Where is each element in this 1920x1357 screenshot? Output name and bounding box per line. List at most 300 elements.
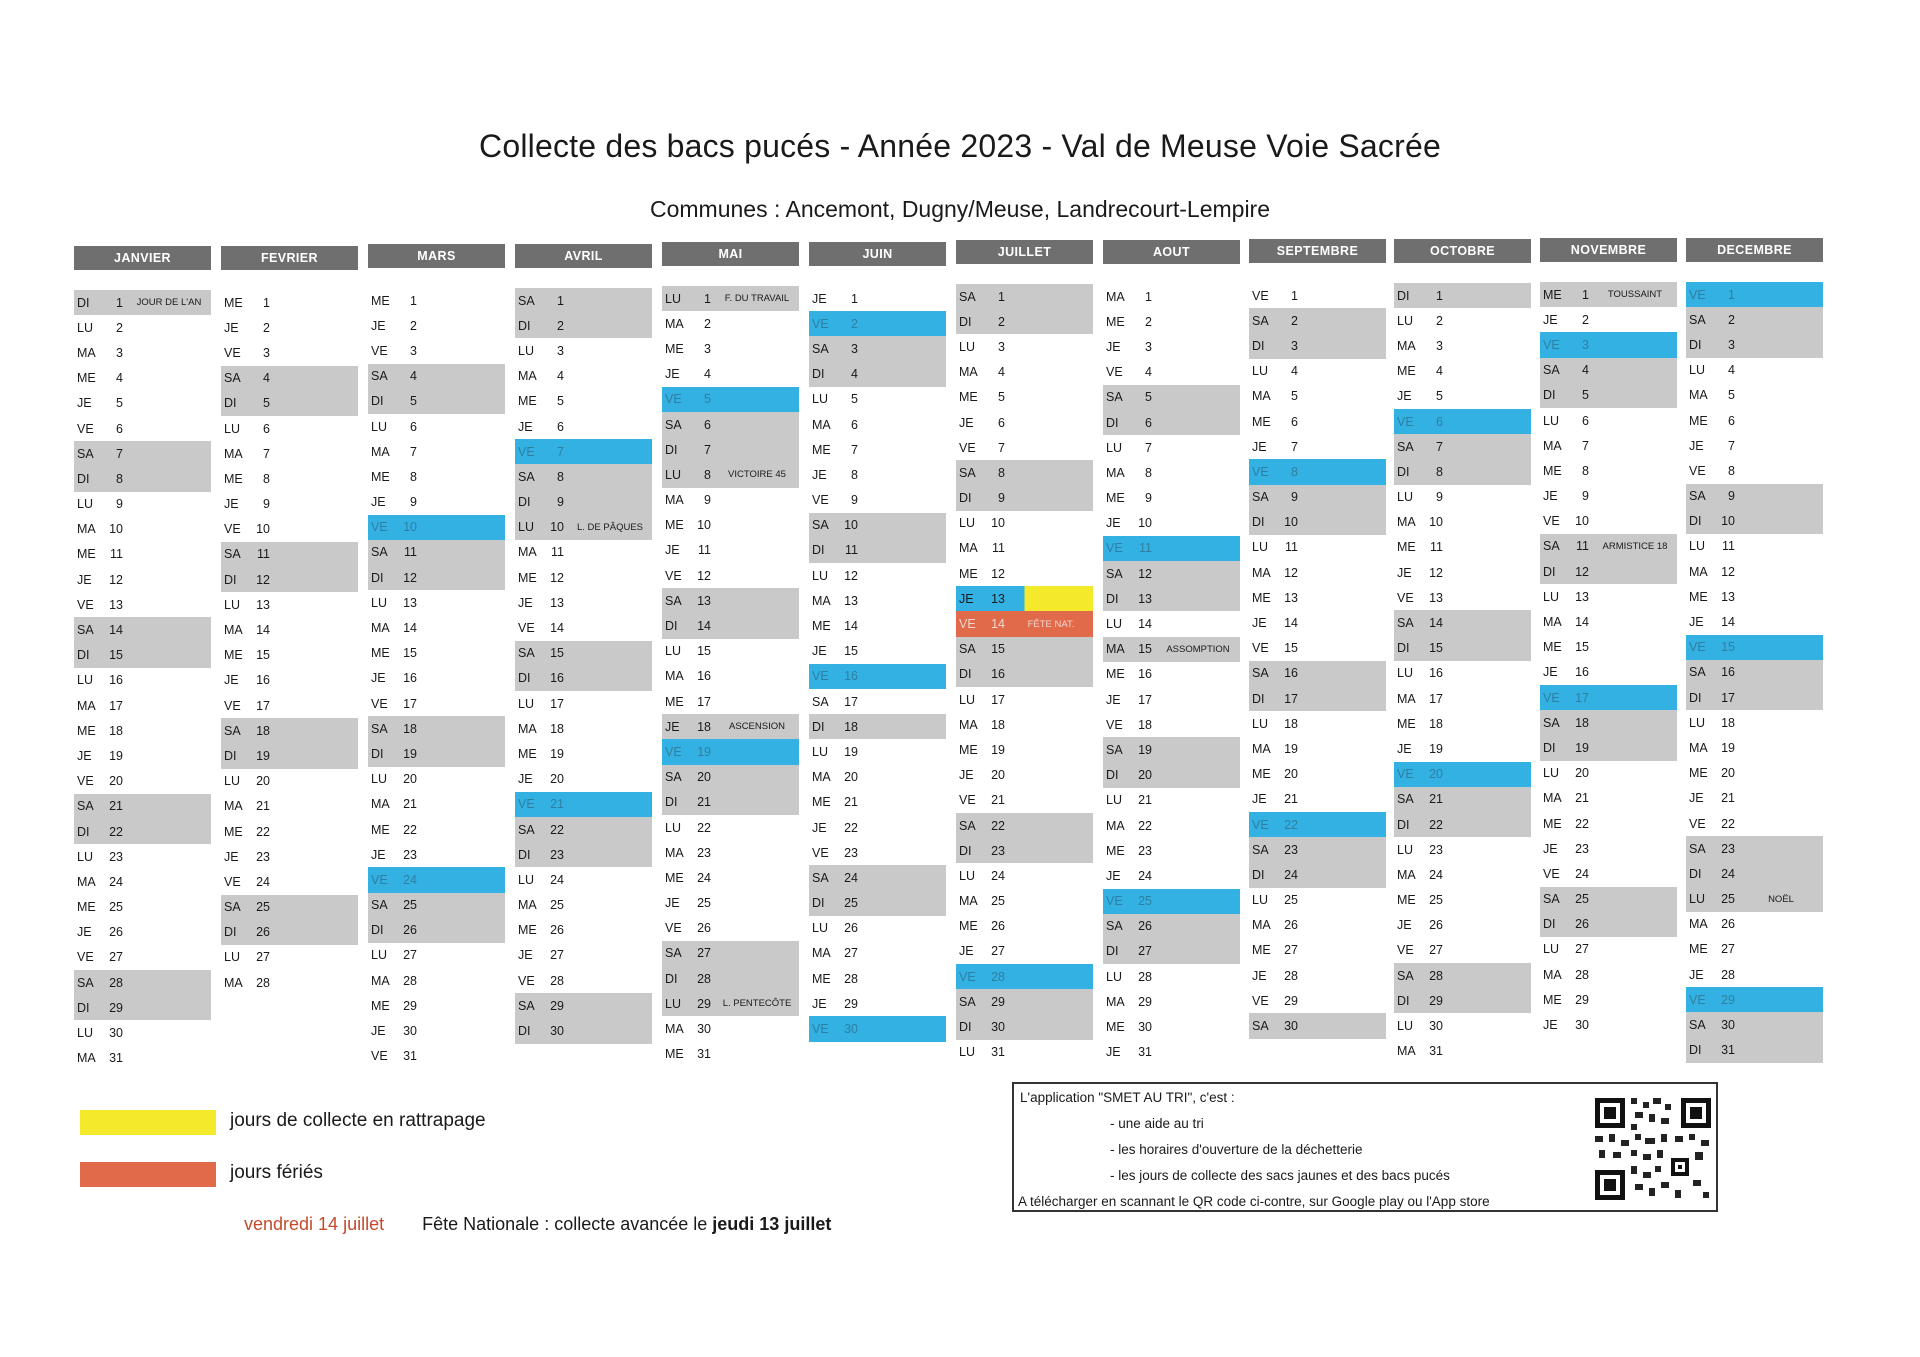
day-number: 20 bbox=[403, 772, 417, 787]
day-abbrev: DI bbox=[224, 572, 237, 587]
day-abbrev: SA bbox=[77, 799, 94, 814]
day-number: 12 bbox=[1429, 565, 1443, 580]
day-row bbox=[1249, 812, 1386, 837]
day-abbrev: MA bbox=[665, 493, 684, 508]
day-row bbox=[1103, 1040, 1240, 1065]
day-number: 21 bbox=[991, 793, 1005, 808]
day-number: 4 bbox=[1728, 363, 1735, 378]
day-number: 27 bbox=[1575, 942, 1589, 957]
day-abbrev: ME bbox=[77, 371, 96, 386]
day-row bbox=[74, 769, 211, 794]
day-number: 25 bbox=[697, 896, 711, 911]
day-number: 14 bbox=[1284, 616, 1298, 631]
day-number: 28 bbox=[1575, 967, 1589, 982]
day-number: 3 bbox=[410, 343, 417, 358]
day-row bbox=[662, 286, 799, 311]
day-row bbox=[809, 613, 946, 638]
day-abbrev: JE bbox=[1106, 1045, 1121, 1060]
day-row bbox=[1540, 408, 1677, 433]
day-row bbox=[1686, 761, 1823, 786]
day-abbrev: SA bbox=[77, 975, 94, 990]
communes-subtitle: Communes : Ancemont, Dugny/Meuse, Landrecourt-Lempire bbox=[649, 196, 1271, 222]
day-row bbox=[368, 993, 505, 1018]
day-abbrev: JE bbox=[371, 671, 386, 686]
day-abbrev: VE bbox=[77, 774, 94, 789]
day-number: 6 bbox=[851, 417, 858, 432]
day-row bbox=[1394, 1039, 1531, 1064]
day-number: 7 bbox=[410, 444, 417, 459]
day-abbrev: MA bbox=[812, 417, 831, 432]
day-number: 3 bbox=[1728, 337, 1735, 352]
day-abbrev: ME bbox=[518, 746, 537, 761]
day-row bbox=[368, 842, 505, 867]
day-number: 1 bbox=[1145, 289, 1152, 304]
day-abbrev: VE bbox=[224, 698, 241, 713]
page-title: Collecte des bacs pucés - Année 2023 - Val de Meuse Voie Sacrée bbox=[479, 128, 1441, 164]
day-row bbox=[368, 918, 505, 943]
day-number: 23 bbox=[1429, 842, 1443, 857]
day-row bbox=[515, 364, 652, 389]
day-abbrev: LU bbox=[224, 597, 240, 612]
day-abbrev: ME bbox=[812, 619, 831, 634]
day-number: 5 bbox=[704, 392, 711, 407]
day-abbrev: JE bbox=[959, 768, 974, 783]
day-row bbox=[368, 313, 505, 338]
day-row bbox=[809, 286, 946, 311]
day-row bbox=[662, 387, 799, 412]
day-row bbox=[1249, 610, 1386, 635]
day-abbrev: VE bbox=[371, 520, 388, 535]
day-row bbox=[1686, 710, 1823, 735]
day-row bbox=[1540, 761, 1677, 786]
day-number: 2 bbox=[704, 316, 711, 331]
day-row bbox=[1249, 736, 1386, 761]
day-number: 16 bbox=[1721, 665, 1735, 680]
day-number: 30 bbox=[844, 1022, 858, 1037]
day-abbrev: MA bbox=[1252, 741, 1271, 756]
day-row bbox=[221, 769, 358, 794]
day-row bbox=[1103, 460, 1240, 485]
day-row bbox=[662, 639, 799, 664]
day-number: 20 bbox=[1284, 767, 1298, 782]
day-row bbox=[1394, 610, 1531, 635]
day-abbrev: LU bbox=[1106, 793, 1122, 808]
day-abbrev: VE bbox=[1689, 463, 1706, 478]
day-abbrev: DI bbox=[959, 314, 972, 329]
day-row bbox=[1686, 408, 1823, 433]
day-row bbox=[1249, 686, 1386, 711]
day-number: 26 bbox=[1429, 918, 1443, 933]
day-number: 20 bbox=[991, 768, 1005, 783]
day-number: 30 bbox=[1575, 1018, 1589, 1033]
day-abbrev: VE bbox=[812, 493, 829, 508]
day-row bbox=[956, 536, 1093, 561]
day-row bbox=[221, 945, 358, 970]
day-abbrev: MA bbox=[812, 770, 831, 785]
day-abbrev: LU bbox=[371, 772, 387, 787]
day-number: 10 bbox=[697, 518, 711, 533]
day-abbrev: ME bbox=[224, 471, 243, 486]
day-number: 25 bbox=[1429, 893, 1443, 908]
day-row bbox=[662, 613, 799, 638]
day-number: 7 bbox=[998, 440, 1005, 455]
month-column bbox=[74, 246, 211, 1071]
day-number: 11 bbox=[845, 543, 858, 558]
day-row bbox=[74, 492, 211, 517]
day-number: 2 bbox=[1582, 312, 1589, 327]
day-number: 26 bbox=[1575, 917, 1589, 932]
day-number: 29 bbox=[109, 1000, 123, 1015]
day-number: 5 bbox=[1145, 390, 1152, 405]
day-row bbox=[74, 416, 211, 441]
day-row bbox=[221, 895, 358, 920]
day-abbrev: JE bbox=[224, 320, 239, 335]
day-number: 28 bbox=[256, 975, 270, 990]
day-abbrev: MA bbox=[1106, 642, 1125, 657]
day-row bbox=[515, 716, 652, 741]
day-abbrev: DI bbox=[1252, 867, 1265, 882]
day-row bbox=[74, 441, 211, 466]
day-abbrev: VE bbox=[665, 392, 682, 407]
day-abbrev: JE bbox=[812, 644, 827, 659]
day-list bbox=[1249, 283, 1386, 1039]
day-row bbox=[1394, 535, 1531, 560]
day-number: 14 bbox=[1721, 615, 1735, 630]
day-abbrev: DI bbox=[1397, 817, 1410, 832]
day-row bbox=[956, 511, 1093, 536]
day-row bbox=[368, 1018, 505, 1043]
day-abbrev: LU bbox=[1252, 364, 1268, 379]
day-row bbox=[221, 970, 358, 995]
day-number: 16 bbox=[991, 667, 1005, 682]
day-number: 13 bbox=[550, 595, 564, 610]
day-abbrev: MA bbox=[812, 946, 831, 961]
month-header: JANVIER bbox=[74, 246, 211, 270]
day-abbrev: JE bbox=[371, 1024, 386, 1039]
day-number: 5 bbox=[1582, 388, 1589, 403]
month-column bbox=[221, 246, 358, 995]
day-abbrev: JE bbox=[812, 820, 827, 835]
day-row bbox=[1103, 611, 1240, 636]
day-number: 11 bbox=[1576, 539, 1589, 554]
day-number: 14 bbox=[550, 621, 564, 636]
day-number: 10 bbox=[1721, 514, 1735, 529]
day-row bbox=[368, 1044, 505, 1069]
day-number: 4 bbox=[1436, 364, 1443, 379]
day-row bbox=[956, 989, 1093, 1014]
legend-rattrapage-label: jours de collecte en rattrapage bbox=[230, 1110, 486, 1131]
day-abbrev: DI bbox=[518, 318, 531, 333]
day-abbrev: ME bbox=[1397, 364, 1416, 379]
day-row bbox=[1540, 685, 1677, 710]
day-abbrev: DI bbox=[665, 442, 678, 457]
day-row bbox=[662, 790, 799, 815]
month-header: JUIN bbox=[809, 242, 946, 266]
day-abbrev: VE bbox=[1252, 993, 1269, 1008]
day-row bbox=[74, 290, 211, 315]
day-number: 25 bbox=[550, 898, 564, 913]
day-row bbox=[221, 819, 358, 844]
day-row bbox=[956, 737, 1093, 762]
day-row bbox=[809, 739, 946, 764]
day-abbrev: DI bbox=[1106, 591, 1119, 606]
day-row bbox=[809, 412, 946, 437]
day-row bbox=[368, 464, 505, 489]
day-row bbox=[368, 364, 505, 389]
day-abbrev: ME bbox=[371, 646, 390, 661]
day-row bbox=[956, 334, 1093, 359]
day-abbrev: SA bbox=[665, 770, 682, 785]
day-number: 4 bbox=[410, 369, 417, 384]
day-abbrev: ME bbox=[1106, 491, 1125, 506]
day-abbrev: SA bbox=[1397, 439, 1414, 454]
day-abbrev: DI bbox=[77, 648, 90, 663]
day-number: 28 bbox=[1284, 968, 1298, 983]
day-abbrev: JE bbox=[518, 595, 533, 610]
day-abbrev: MA bbox=[77, 345, 96, 360]
day-abbrev: SA bbox=[1543, 715, 1560, 730]
day-abbrev: JE bbox=[812, 996, 827, 1011]
day-abbrev: VE bbox=[77, 597, 94, 612]
month-column bbox=[1249, 239, 1386, 1039]
day-number: 10 bbox=[403, 520, 417, 535]
day-number: 5 bbox=[998, 390, 1005, 405]
day-abbrev: MA bbox=[518, 721, 537, 736]
day-number: 21 bbox=[844, 795, 858, 810]
day-abbrev: LU bbox=[1397, 313, 1413, 328]
day-row bbox=[1394, 459, 1531, 484]
day-abbrev: JE bbox=[1252, 792, 1267, 807]
day-abbrev: LU bbox=[1397, 842, 1413, 857]
day-abbrev: JE bbox=[1397, 741, 1412, 756]
day-row bbox=[1249, 308, 1386, 333]
day-row bbox=[1540, 735, 1677, 760]
day-number: 26 bbox=[1284, 918, 1298, 933]
day-number: 31 bbox=[1429, 1044, 1443, 1059]
day-number: 18 bbox=[697, 719, 711, 734]
day-row bbox=[221, 315, 358, 340]
day-number: 2 bbox=[851, 316, 858, 331]
day-number: 2 bbox=[1728, 312, 1735, 327]
day-number: 25 bbox=[1575, 892, 1589, 907]
day-abbrev: VE bbox=[1543, 514, 1560, 529]
day-abbrev: LU bbox=[959, 868, 975, 883]
day-abbrev: MA bbox=[77, 874, 96, 889]
day-row bbox=[1540, 559, 1677, 584]
day-row bbox=[1686, 584, 1823, 609]
day-row bbox=[1103, 687, 1240, 712]
day-number: 12 bbox=[1138, 566, 1152, 581]
day-abbrev: ME bbox=[77, 900, 96, 915]
month-column bbox=[956, 240, 1093, 1065]
day-number: 16 bbox=[1284, 666, 1298, 681]
day-abbrev: VE bbox=[812, 1022, 829, 1037]
day-row bbox=[1540, 307, 1677, 332]
day-number: 15 bbox=[1284, 641, 1298, 656]
day-abbrev: MA bbox=[665, 1022, 684, 1037]
day-row bbox=[662, 891, 799, 916]
day-number: 26 bbox=[550, 923, 564, 938]
day-abbrev: VE bbox=[665, 568, 682, 583]
day-number: 14 bbox=[109, 623, 123, 638]
day-abbrev: ME bbox=[1252, 414, 1271, 429]
day-row bbox=[1249, 862, 1386, 887]
day-abbrev: ME bbox=[1252, 767, 1271, 782]
day-row bbox=[809, 513, 946, 538]
day-abbrev: LU bbox=[77, 849, 93, 864]
day-abbrev: DI bbox=[77, 1000, 90, 1015]
day-row bbox=[368, 741, 505, 766]
day-abbrev: LU bbox=[1397, 666, 1413, 681]
day-abbrev: VE bbox=[1689, 287, 1706, 302]
day-row bbox=[1394, 988, 1531, 1013]
day-number: 28 bbox=[697, 971, 711, 986]
day-number: 29 bbox=[1575, 992, 1589, 1007]
day-abbrev: MA bbox=[959, 365, 978, 380]
day-number: 20 bbox=[1429, 767, 1443, 782]
day-row bbox=[221, 340, 358, 365]
day-abbrev: JE bbox=[1543, 312, 1558, 327]
day-abbrev: MA bbox=[1397, 867, 1416, 882]
day-abbrev: DI bbox=[1397, 464, 1410, 479]
day-number: 23 bbox=[256, 849, 270, 864]
day-number: 29 bbox=[1138, 994, 1152, 1009]
day-row bbox=[1103, 838, 1240, 863]
day-row bbox=[515, 313, 652, 338]
day-abbrev: ME bbox=[224, 648, 243, 663]
day-number: 6 bbox=[1728, 413, 1735, 428]
day-abbrev: ME bbox=[959, 390, 978, 405]
day-row bbox=[1394, 812, 1531, 837]
day-number: 31 bbox=[697, 1047, 711, 1062]
day-abbrev: LU bbox=[959, 692, 975, 707]
day-number: 17 bbox=[844, 694, 858, 709]
day-abbrev: VE bbox=[1106, 365, 1123, 380]
day-abbrev: JE bbox=[665, 367, 680, 382]
day-abbrev: MA bbox=[1106, 465, 1125, 480]
day-abbrev: JE bbox=[224, 849, 239, 864]
day-row bbox=[662, 437, 799, 462]
day-abbrev: SA bbox=[371, 721, 388, 736]
day-row bbox=[1686, 1038, 1823, 1063]
day-number: 21 bbox=[403, 797, 417, 812]
day-row bbox=[809, 563, 946, 588]
day-abbrev: DI bbox=[371, 394, 384, 409]
day-number: 16 bbox=[1138, 667, 1152, 682]
day-row bbox=[221, 441, 358, 466]
day-number: 27 bbox=[1284, 943, 1298, 958]
holiday-note bbox=[244, 1214, 831, 1235]
day-row bbox=[368, 716, 505, 741]
day-row bbox=[515, 867, 652, 892]
day-number: 12 bbox=[844, 568, 858, 583]
day-abbrev: DI bbox=[665, 795, 678, 810]
day-abbrev: DI bbox=[77, 295, 90, 310]
holiday-note-bold: jeudi 13 juillet bbox=[712, 1214, 832, 1234]
day-list bbox=[1394, 283, 1531, 1064]
day-number: 9 bbox=[1291, 490, 1298, 505]
day-row bbox=[368, 691, 505, 716]
day-number: 11 bbox=[698, 543, 711, 558]
day-row bbox=[956, 1040, 1093, 1065]
day-row bbox=[515, 842, 652, 867]
day-number: 1 bbox=[1291, 288, 1298, 303]
day-number: 27 bbox=[991, 944, 1005, 959]
day-number: 3 bbox=[998, 339, 1005, 354]
day-abbrev: VE bbox=[371, 343, 388, 358]
day-row bbox=[1394, 686, 1531, 711]
day-abbrev: VE bbox=[224, 522, 241, 537]
day-number: 8 bbox=[557, 469, 564, 484]
day-abbrev: LU bbox=[665, 820, 681, 835]
day-number: 14 bbox=[991, 617, 1005, 632]
day-number: 28 bbox=[1429, 968, 1443, 983]
day-number: 22 bbox=[550, 822, 564, 837]
day-row bbox=[515, 893, 652, 918]
day-row bbox=[221, 844, 358, 869]
day-abbrev: DI bbox=[77, 824, 90, 839]
day-abbrev: DI bbox=[371, 570, 384, 585]
day-abbrev: DI bbox=[959, 1020, 972, 1035]
day-number: 20 bbox=[1575, 766, 1589, 781]
day-abbrev: LU bbox=[518, 872, 534, 887]
day-abbrev: ME bbox=[665, 1047, 684, 1062]
day-row bbox=[515, 666, 652, 691]
day-row bbox=[1103, 309, 1240, 334]
day-number: 8 bbox=[704, 467, 711, 482]
day-number: 20 bbox=[550, 772, 564, 787]
day-number: 22 bbox=[1284, 817, 1298, 832]
day-abbrev: DI bbox=[371, 746, 384, 761]
day-row bbox=[1540, 660, 1677, 685]
day-abbrev: MA bbox=[959, 894, 978, 909]
day-number: 8 bbox=[1728, 463, 1735, 478]
day-abbrev: LU bbox=[959, 1045, 975, 1060]
day-number: 23 bbox=[844, 845, 858, 860]
month-column bbox=[368, 244, 505, 1069]
day-abbrev: JE bbox=[518, 948, 533, 963]
day-abbrev: MA bbox=[224, 799, 243, 814]
day-number: 23 bbox=[991, 843, 1005, 858]
day-number: 8 bbox=[1582, 463, 1589, 478]
day-abbrev: LU bbox=[518, 520, 534, 535]
day-number: 5 bbox=[851, 392, 858, 407]
day-abbrev: ME bbox=[77, 547, 96, 562]
day-number: 24 bbox=[1429, 867, 1443, 882]
day-row bbox=[368, 590, 505, 615]
day-number: 26 bbox=[844, 921, 858, 936]
day-number: 4 bbox=[851, 367, 858, 382]
day-abbrev: MA bbox=[812, 593, 831, 608]
day-number: 24 bbox=[1138, 868, 1152, 883]
day-number: 1 bbox=[410, 293, 417, 308]
day-row bbox=[74, 970, 211, 995]
day-number: 29 bbox=[403, 998, 417, 1013]
day-abbrev: VE bbox=[1106, 717, 1123, 732]
day-row bbox=[956, 486, 1093, 511]
day-abbrev: ME bbox=[224, 295, 243, 310]
day-abbrev: SA bbox=[1106, 566, 1123, 581]
day-number: 5 bbox=[1291, 389, 1298, 404]
day-row bbox=[662, 513, 799, 538]
day-row bbox=[74, 844, 211, 869]
day-abbrev: SA bbox=[665, 593, 682, 608]
day-abbrev: DI bbox=[665, 971, 678, 986]
day-number: 22 bbox=[403, 822, 417, 837]
day-row bbox=[221, 643, 358, 668]
day-abbrev: LU bbox=[665, 996, 681, 1011]
day-abbrev: LU bbox=[77, 673, 93, 688]
